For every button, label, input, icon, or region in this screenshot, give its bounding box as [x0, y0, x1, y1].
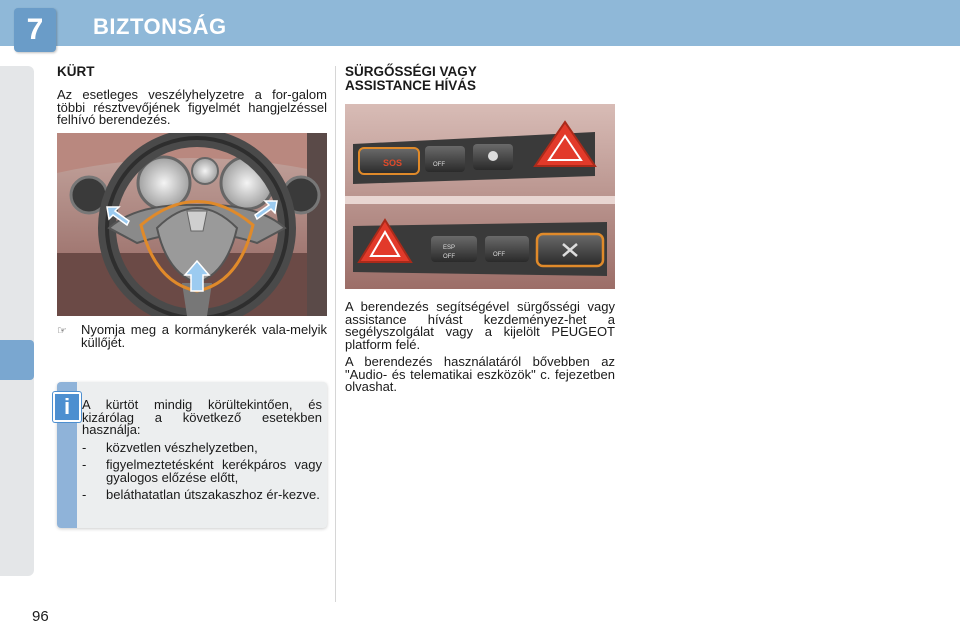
- info-item: - beláthatatlan útszakaszhoz ér-kezve.: [82, 487, 320, 502]
- side-rail: [0, 66, 34, 576]
- emergency-heading: SÜRGŐSSÉGI VAGY ASSISTANCE HÍVÁS: [345, 64, 477, 93]
- off-label-1: OFF: [433, 162, 445, 168]
- emergency-buttons-illustration: [345, 104, 615, 289]
- info-icon: i: [53, 392, 81, 422]
- esp-label: ESP: [443, 245, 456, 251]
- horn-instruction-text: Nyomja meg a kormánykerék vala-melyik küllőjét.: [81, 322, 327, 350]
- horn-intro: Az esetleges veszélyhelyzetre a for-galom többi résztvevőjének figyelmét hangjelzéssel felhívó berendezés.: [57, 87, 327, 127]
- chapter-number: 7: [26, 13, 44, 46]
- info-text: [82, 399, 322, 507]
- side-tab-marker: [0, 340, 34, 380]
- horn-instruction: [57, 324, 327, 349]
- column-divider: [335, 66, 336, 602]
- page-number: 96: [32, 608, 49, 625]
- page-title: BIZTONSÁG: [93, 14, 227, 39]
- info-item: - közvetlen vészhelyzetben,: [82, 439, 258, 455]
- pointing-hand-icon: ☞: [57, 325, 67, 337]
- info-item: - figyelmeztetésként kerékpáros vagy gyalogos előzése előtt,: [82, 457, 322, 485]
- info-intro: A kürtöt mindig körültekintően, és kizárólag a következő esetekben használja:: [82, 397, 322, 437]
- off-label-3: OFF: [493, 252, 505, 258]
- emergency-description: A berendezés segítségével sürgősségi vagy assistance hívást kezdeményez-het a segélyszolgálat vagy a kijelölt PEUGEOT platform felé.: [345, 299, 615, 352]
- emergency-reference: A berendezés használatáról bővebben az "Audio- és telematikai eszközök" c. fejezetben olvashat.: [345, 354, 615, 394]
- sos-label: SOS: [383, 158, 403, 168]
- steering-wheel-illustration: [57, 133, 327, 316]
- off-label-2: OFF: [443, 254, 455, 260]
- horn-heading: KÜRT: [57, 64, 95, 79]
